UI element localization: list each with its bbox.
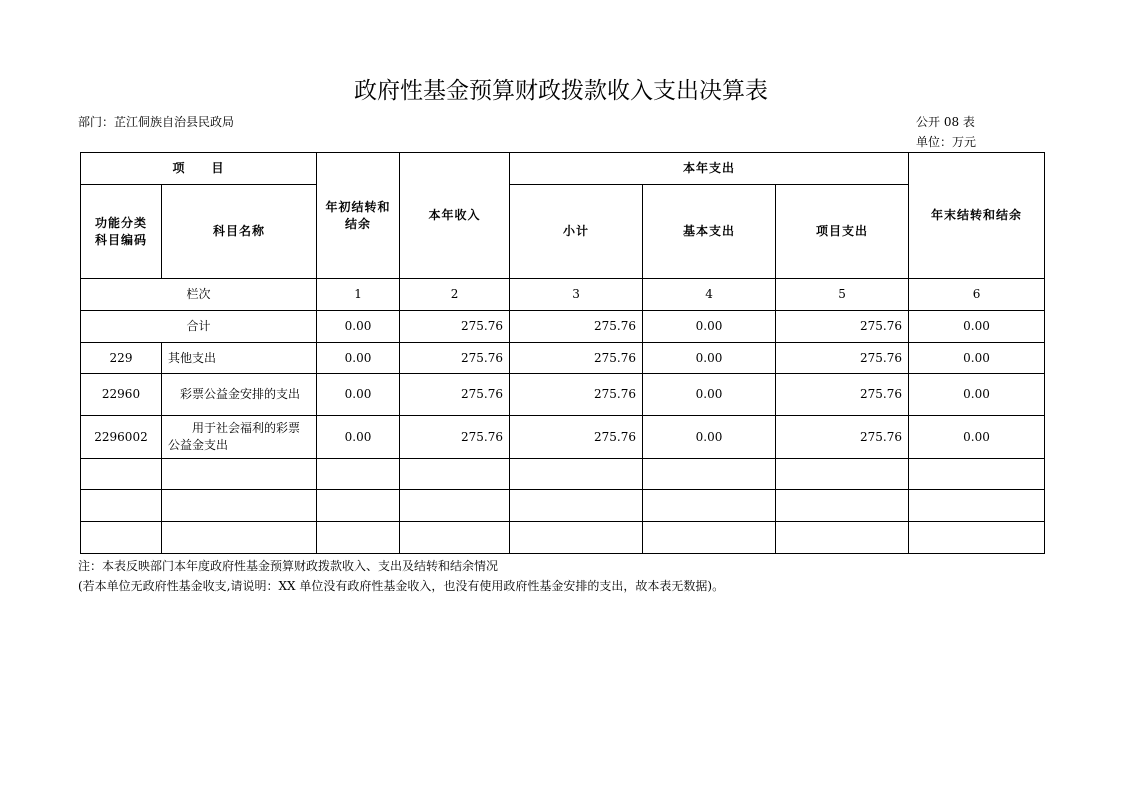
table-row <box>81 416 1045 459</box>
value-cell: 275.76 <box>400 343 510 374</box>
column-number-row <box>81 279 1045 311</box>
empty-row <box>81 459 1045 490</box>
unit-label: 单位：万元 <box>916 135 977 149</box>
header-current-income: 本年收入 <box>400 153 510 279</box>
column-number: 5 <box>776 279 909 311</box>
header-basic-expense: 基本支出 <box>643 185 776 279</box>
value-cell: 275.76 <box>776 343 909 374</box>
empty-row <box>81 490 1045 522</box>
header-subject-name: 科目名称 <box>162 185 317 279</box>
value-cell: 0.00 <box>317 343 400 374</box>
column-number: 2 <box>400 279 510 311</box>
header-project-expense: 项目支出 <box>776 185 909 279</box>
total-value: 0.00 <box>317 311 400 343</box>
func-code-cell: 2296002 <box>81 416 162 459</box>
value-cell: 0.00 <box>909 416 1045 459</box>
func-code-cell: 229 <box>81 343 162 374</box>
note-line-1: 注：本表反映部门本年度政府性基金预算财政拨款收入、支出及结转和结余情况 <box>78 559 499 573</box>
total-value: 275.76 <box>400 311 510 343</box>
value-cell: 275.76 <box>400 416 510 459</box>
total-value: 275.76 <box>776 311 909 343</box>
value-cell: 275.76 <box>776 374 909 416</box>
value-cell: 275.76 <box>776 416 909 459</box>
value-cell: 275.76 <box>510 374 643 416</box>
value-cell: 0.00 <box>909 343 1045 374</box>
column-number: 3 <box>510 279 643 311</box>
value-cell: 0.00 <box>909 374 1045 416</box>
note-line-2: (若本单位无政府性基金收支,请说明：XX 单位没有政府性基金收入，也没有使用政府性基金安排的支出，故本表无数据)。 <box>78 579 725 593</box>
total-row <box>81 311 1045 343</box>
header-current-expense: 本年支出 <box>510 153 909 185</box>
value-cell: 275.76 <box>510 416 643 459</box>
subject-name-cell: 彩票公益金安排的支出 <box>162 374 317 416</box>
table-row <box>81 343 1045 374</box>
column-row-label: 栏次 <box>81 279 317 311</box>
value-cell: 0.00 <box>317 416 400 459</box>
header-subtotal: 小计 <box>510 185 643 279</box>
header-ending-balance: 年末结转和结余 <box>909 153 1045 279</box>
budget-table <box>80 152 1045 554</box>
func-code-cell: 22960 <box>81 374 162 416</box>
value-cell: 0.00 <box>643 343 776 374</box>
total-label: 合计 <box>81 311 317 343</box>
empty-row <box>81 522 1045 554</box>
department-label: 部门：芷江侗族自治县民政局 <box>78 115 235 129</box>
column-number: 1 <box>317 279 400 311</box>
column-number: 6 <box>909 279 1045 311</box>
column-number: 4 <box>643 279 776 311</box>
form-number: 公开 08 表 <box>916 115 975 129</box>
value-cell: 0.00 <box>643 374 776 416</box>
total-value: 0.00 <box>643 311 776 343</box>
total-value: 0.00 <box>909 311 1045 343</box>
header-item: 项 目 <box>81 153 317 185</box>
value-cell: 0.00 <box>643 416 776 459</box>
page-title: 政府性基金预算财政拨款收入支出决算表 <box>354 78 768 104</box>
header-func-code: 功能分类科目编码 <box>81 185 162 279</box>
value-cell: 0.00 <box>317 374 400 416</box>
header-beginning-balance: 年初结转和结余 <box>317 153 400 279</box>
value-cell: 275.76 <box>400 374 510 416</box>
table-row <box>81 374 1045 416</box>
subject-name-cell: 用于社会福利的彩票公益金支出 <box>162 416 317 459</box>
total-value: 275.76 <box>510 311 643 343</box>
value-cell: 275.76 <box>510 343 643 374</box>
subject-name-cell: 其他支出 <box>162 343 317 374</box>
